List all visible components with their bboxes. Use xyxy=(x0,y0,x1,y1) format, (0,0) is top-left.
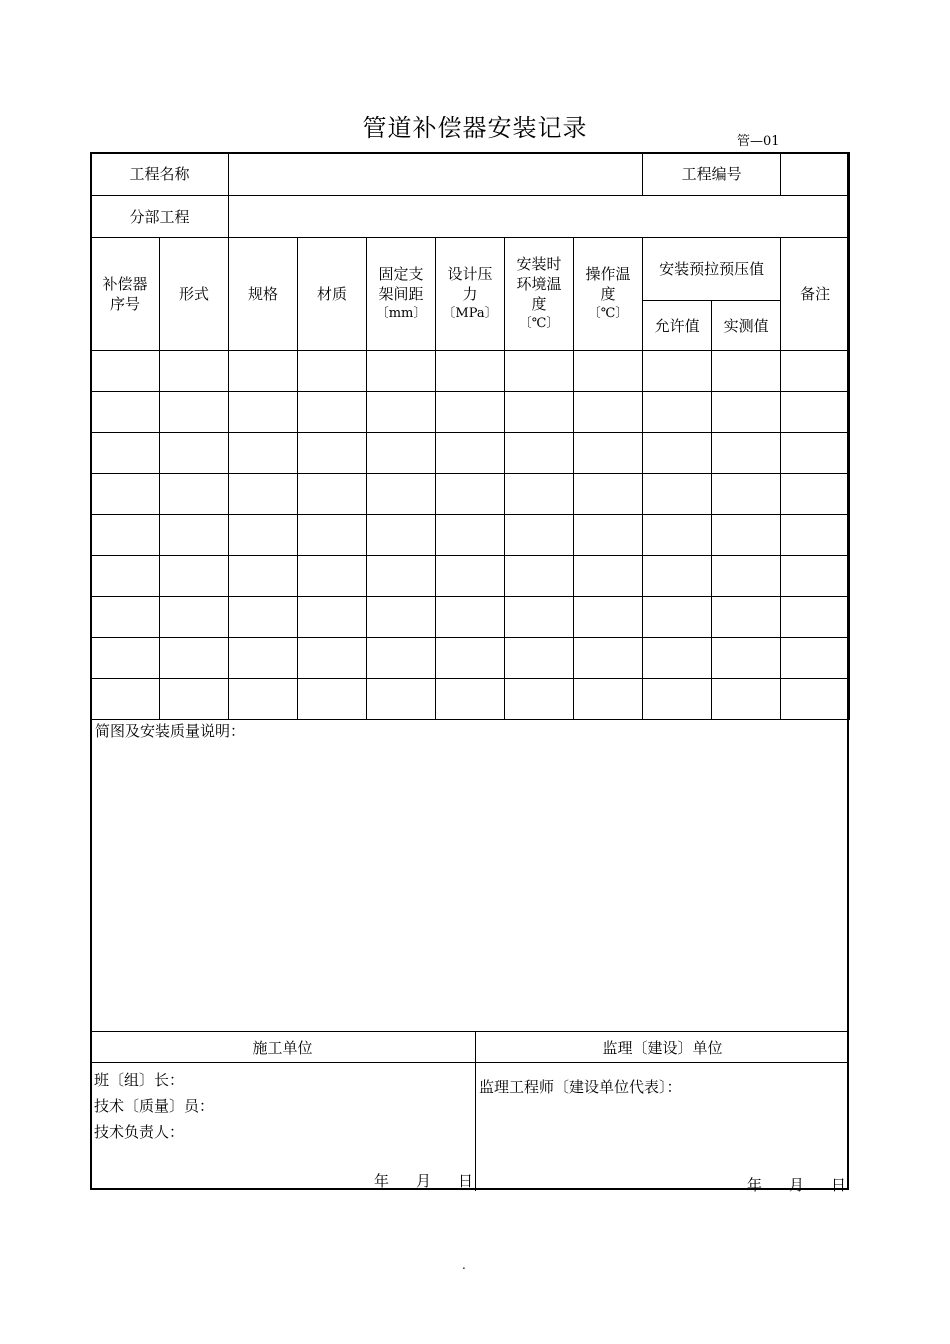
col-remarks-header: 备注 xyxy=(781,238,850,351)
col-prestretch-header: 安装预拉预压值 xyxy=(643,238,781,301)
col-measured-header: 实测值 xyxy=(712,301,781,351)
col-allowed-header: 允许值 xyxy=(643,301,712,351)
team-leader-label: 班〔组〕长： xyxy=(94,1071,185,1089)
left-date-day: 日 xyxy=(458,1172,474,1190)
supervisor-label: 监理工程师〔建设单位代表〕： xyxy=(479,1078,682,1096)
right-date-year: 年 xyxy=(747,1176,763,1194)
project-name-label: 工程名称 xyxy=(91,153,229,196)
right-date-month: 月 xyxy=(789,1176,805,1194)
page-title: 管道补偿器安装记录 xyxy=(362,114,588,142)
col-ambient-temp-header: 安装时 环境温 度 〔℃〕 xyxy=(505,238,574,351)
left-date-month: 月 xyxy=(416,1172,432,1190)
left-date-year: 年 xyxy=(374,1172,390,1190)
col-material-header: 材质 xyxy=(298,238,367,351)
col-seq-header: 补偿器 序号 xyxy=(91,238,160,351)
form-code: 管—01 xyxy=(737,134,780,149)
construction-unit-header: 施工单位 xyxy=(90,1031,475,1063)
right-date-day: 日 xyxy=(831,1176,847,1194)
col-operating-temp-header: 操作温 度 〔℃〕 xyxy=(574,238,643,351)
col-spec-header: 规格 xyxy=(229,238,298,351)
outer-border xyxy=(90,152,849,1190)
sub-project-label: 分部工程 xyxy=(91,196,229,238)
footer-mark: . xyxy=(462,1258,466,1272)
col-form-header: 形式 xyxy=(160,238,229,351)
supervision-unit-header: 监理〔建设〕单位 xyxy=(475,1031,849,1063)
tech-quality-label: 技术〔质量〕员： xyxy=(94,1097,215,1115)
col-design-pressure-header: 设计压 力 〔MPa〕 xyxy=(436,238,505,351)
notes-label: 简图及安装质量说明： xyxy=(95,722,246,740)
tech-head-label: 技术负责人： xyxy=(94,1123,185,1141)
project-no-label: 工程编号 xyxy=(643,153,781,196)
col-support-header: 固定支 架间距 〔mm〕 xyxy=(367,238,436,351)
